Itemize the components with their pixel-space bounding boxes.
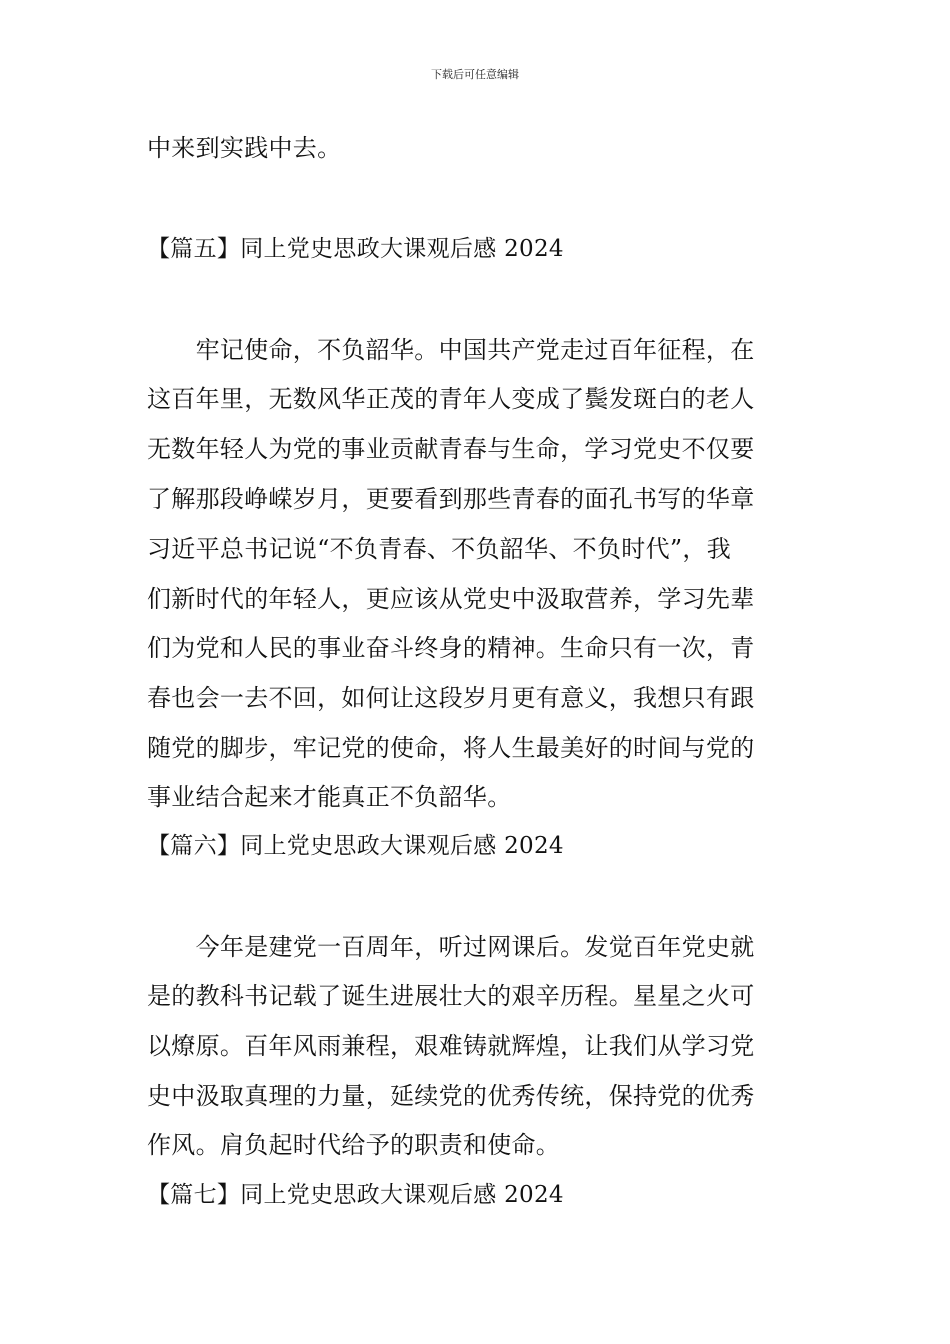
section-5-line: 事业结合起来才能真正不负韶华。 xyxy=(147,783,512,811)
section-5-title: 【篇五】同上党史思政大课观后感 2024 xyxy=(147,236,564,262)
section-6-line: 是的教科书记载了诞生进展壮大的艰辛历程。星星之火可 xyxy=(147,982,755,1010)
section-6-line: 以燎原。百年风雨兼程，艰难铸就辉煌，让我们从学习党 xyxy=(147,1032,755,1060)
section-5-line: 习近平总书记说“不负青春、不负韶华、不负时代”，我 xyxy=(147,535,732,563)
continuation-text: 中来到实践中去。 xyxy=(147,134,342,162)
section-5-line: 春也会一去不回，如何让这段岁月更有意义，我想只有跟 xyxy=(147,684,755,712)
section-5-line: 随党的脚步，牢记党的使命，将人生最美好的时间与党的 xyxy=(147,734,755,762)
section-5-line: 们新时代的年轻人，更应该从党史中汲取营养，学习先辈 xyxy=(147,585,755,613)
section-6-line: 今年是建党一百周年，听过网课后。发觉百年党史就 xyxy=(147,933,755,961)
section-6-line: 史中汲取真理的力量，延续党的优秀传统，保持党的优秀 xyxy=(147,1082,755,1110)
section-5-line: 无数年轻人为党的事业贡献青春与生命，学习党史不仅要 xyxy=(147,435,755,463)
page-header-note: 下载后可任意编辑 xyxy=(431,68,519,81)
section-7-title: 【篇七】同上党史思政大课观后感 2024 xyxy=(147,1182,564,1208)
section-5-line: 们为党和人民的事业奋斗终身的精神。生命只有一次，青 xyxy=(147,634,755,662)
section-5-line: 这百年里，无数风华正茂的青年人变成了鬓发斑白的老人 xyxy=(147,385,755,413)
section-6-line: 作风。肩负起时代给予的职责和使命。 xyxy=(147,1131,561,1159)
section-5-line: 了解那段峥嵘岁月，更要看到那些青春的面孔书写的华章 xyxy=(147,485,755,513)
section-6-title: 【篇六】同上党史思政大课观后感 2024 xyxy=(147,833,564,859)
section-5-line: 牢记使命，不负韶华。中国共产党走过百年征程，在 xyxy=(147,336,755,364)
